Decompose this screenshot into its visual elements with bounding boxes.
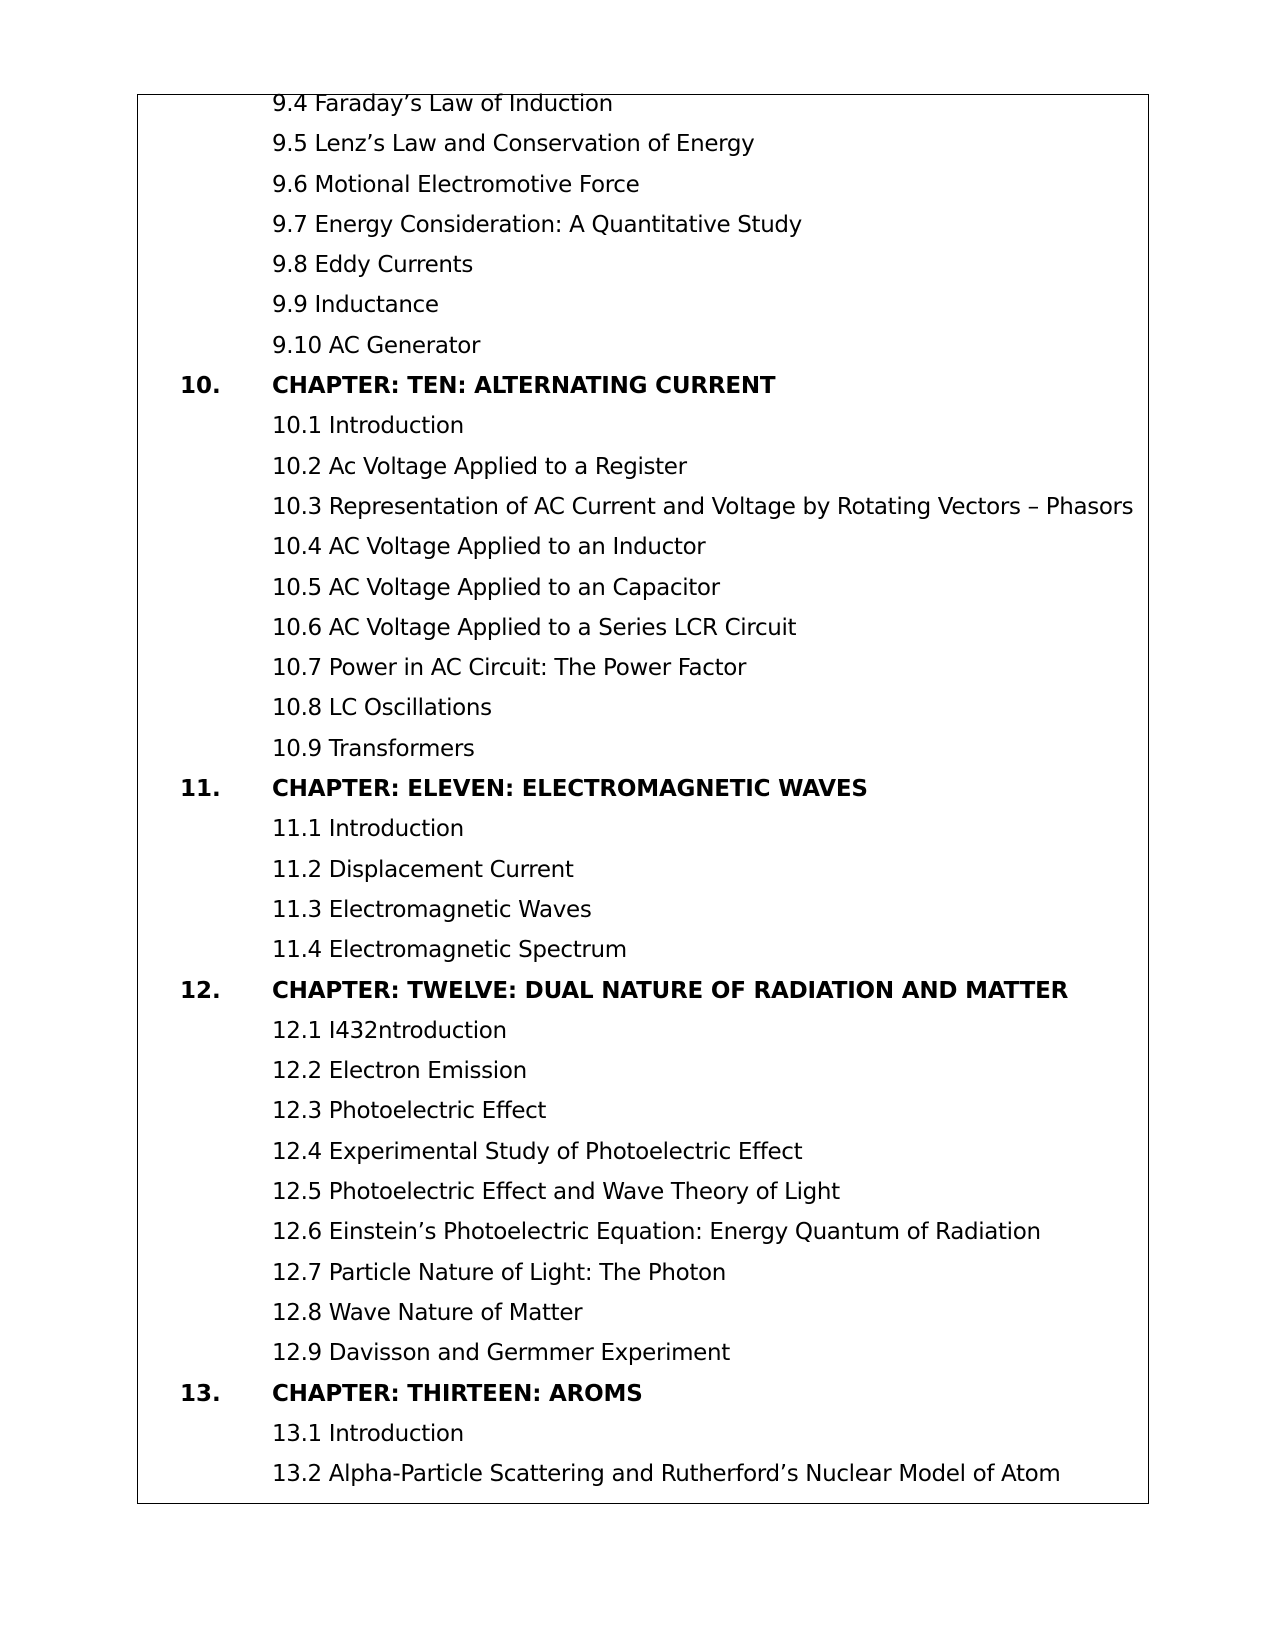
section-row xyxy=(0,1212,1275,1252)
section-title: 10.6 AC Voltage Applied to a Series LCR Circuit xyxy=(272,614,797,641)
section-row xyxy=(0,487,1275,527)
section-row xyxy=(0,165,1275,205)
section-row xyxy=(0,285,1275,325)
section-title: 10.1 Introduction xyxy=(272,413,464,440)
chapter-title: CHAPTER: THIRTEEN: AROMS xyxy=(272,1380,643,1407)
section-title: 10.7 Power in AC Circuit: The Power Factor xyxy=(272,655,747,682)
section-row xyxy=(0,1132,1275,1172)
section-title: 12.7 Particle Nature of Light: The Photon xyxy=(272,1259,726,1286)
section-row xyxy=(0,1172,1275,1212)
section-row xyxy=(0,729,1275,769)
section-row xyxy=(0,406,1275,446)
section-title: 9.9 Inductance xyxy=(272,292,439,319)
section-row xyxy=(0,648,1275,688)
chapter-heading-row xyxy=(0,769,1275,809)
section-title: 10.8 LC Oscillations xyxy=(272,695,492,722)
section-row xyxy=(0,1091,1275,1131)
section-row xyxy=(0,809,1275,849)
section-title: 12.2 Electron Emission xyxy=(272,1058,527,1085)
section-title: 11.4 Electromagnetic Spectrum xyxy=(272,937,627,964)
section-title: 11.1 Introduction xyxy=(272,816,464,843)
section-title: 9.6 Motional Electromotive Force xyxy=(272,171,640,198)
section-row xyxy=(0,1011,1275,1051)
section-row xyxy=(0,688,1275,728)
section-row xyxy=(0,527,1275,567)
chapter-heading-row xyxy=(0,1374,1275,1414)
section-title: 12.6 Einstein’s Photoelectric Equation: Energy Quantum of Radiation xyxy=(272,1219,1041,1246)
section-row xyxy=(0,568,1275,608)
section-title: 9.5 Lenz’s Law and Conservation of Energy xyxy=(272,131,755,158)
section-title: 12.8 Wave Nature of Matter xyxy=(272,1299,583,1326)
table-of-contents xyxy=(0,84,1275,1494)
section-title: 12.5 Photoelectric Effect and Wave Theory of Light xyxy=(272,1179,840,1206)
section-row xyxy=(0,890,1275,930)
section-row xyxy=(0,1454,1275,1494)
section-row xyxy=(0,850,1275,890)
section-row xyxy=(0,608,1275,648)
section-row xyxy=(0,930,1275,970)
section-title: 9.10 AC Generator xyxy=(272,332,481,359)
section-title: 10.2 Ac Voltage Applied to a Register xyxy=(272,453,687,480)
chapter-number: 10. xyxy=(180,373,221,400)
section-title: 12.4 Experimental Study of Photoelectric Effect xyxy=(272,1138,803,1165)
chapter-title: CHAPTER: ELEVEN: ELECTROMAGNETIC WAVES xyxy=(272,776,868,803)
chapter-title: CHAPTER: TEN: ALTERNATING CURRENT xyxy=(272,373,776,400)
chapter-heading-row xyxy=(0,971,1275,1011)
section-title: 10.9 Transformers xyxy=(272,735,475,762)
chapter-number: 12. xyxy=(180,977,221,1004)
chapter-number: 11. xyxy=(180,776,221,803)
section-title: 12.3 Photoelectric Effect xyxy=(272,1098,547,1125)
section-title: 10.4 AC Voltage Applied to an Inductor xyxy=(272,534,706,561)
section-row xyxy=(0,1333,1275,1373)
section-title: 13.1 Introduction xyxy=(272,1420,464,1447)
section-title: 13.2 Alpha-Particle Scattering and Rutherford’s Nuclear Model of Atom xyxy=(272,1461,1061,1488)
section-row xyxy=(0,1293,1275,1333)
section-row xyxy=(0,447,1275,487)
section-row xyxy=(0,326,1275,366)
section-row xyxy=(0,205,1275,245)
section-title: 12.9 Davisson and Germmer Experiment xyxy=(272,1340,730,1367)
section-title: 9.4 Faraday’s Law of Induction xyxy=(272,91,613,117)
chapter-number: 13. xyxy=(180,1380,221,1407)
section-title: 9.7 Energy Consideration: A Quantitative Study xyxy=(272,211,802,238)
chapter-heading-row xyxy=(0,366,1275,406)
section-title: 11.3 Electromagnetic Waves xyxy=(272,896,592,923)
section-row xyxy=(0,1253,1275,1293)
section-title: 9.8 Eddy Currents xyxy=(272,252,473,279)
section-row xyxy=(0,124,1275,164)
section-title: 10.3 Representation of AC Current and Voltage by Rotating Vectors – Phasors xyxy=(272,493,1134,520)
section-title: 12.1 I432ntroduction xyxy=(272,1017,507,1044)
section-title: 10.5 AC Voltage Applied to an Capacitor xyxy=(272,574,720,601)
chapter-title: CHAPTER: TWELVE: DUAL NATURE OF RADIATION AND MATTER xyxy=(272,977,1069,1004)
section-row xyxy=(0,84,1275,124)
section-title: 11.2 Displacement Current xyxy=(272,856,574,883)
section-row xyxy=(0,245,1275,285)
section-row xyxy=(0,1051,1275,1091)
section-row xyxy=(0,1414,1275,1454)
